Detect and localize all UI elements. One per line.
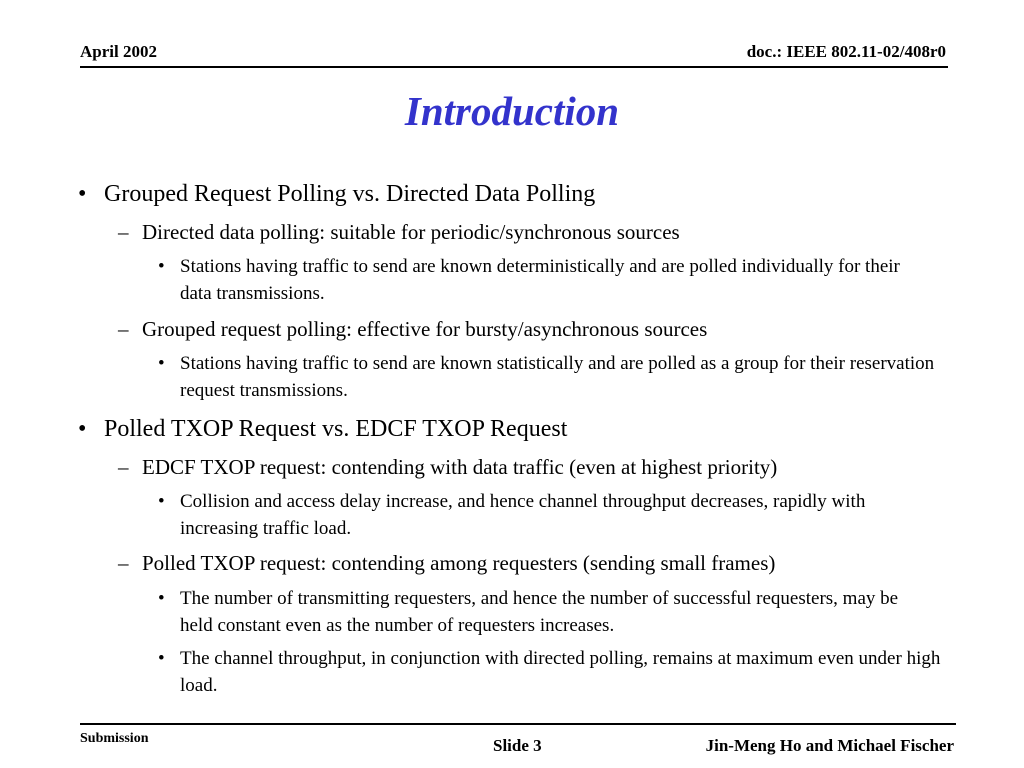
- dash-icon: –: [118, 317, 129, 341]
- bullet-dot-icon: •: [158, 256, 165, 277]
- header-date: April 2002: [80, 42, 157, 61]
- bullet-dot-icon: •: [158, 491, 165, 512]
- detail-bullet-text: Stations having traffic to send are known deterministically and are polled individually for their data transmissions.: [180, 256, 900, 304]
- slide-title: Introduction: [404, 88, 620, 134]
- header-doc-id: doc.: IEEE 802.11-02/408r0: [746, 42, 946, 61]
- detail-bullet-text: Collision and access delay increase, and hence channel throughput decreases, rapidly with increasing traffic load.: [180, 491, 866, 539]
- bullet-dot-icon: •: [158, 353, 165, 374]
- dash-icon: –: [118, 220, 129, 244]
- footer-slide-number: Slide 3: [493, 736, 542, 755]
- detail-bullet-text: The channel throughput, in conjunction with directed polling, remains at maximum even under high load.: [180, 648, 941, 696]
- sub-bullet-text: EDCF TXOP request: contending with data traffic (even at highest priority): [142, 455, 778, 479]
- bullet-dot-icon: •: [158, 648, 165, 669]
- detail-bullet-item: [158, 645, 948, 699]
- detail-bullet-text: Stations having traffic to send are known statistically and are polled as a group for their reservation request transmissions.: [180, 353, 935, 401]
- footer-submission: Submission: [80, 731, 149, 746]
- bullet-dot-icon: •: [158, 588, 165, 609]
- header-divider: [80, 66, 948, 68]
- detail-bullet-item: [158, 253, 928, 307]
- detail-bullet-item: [158, 585, 918, 639]
- bullet-text: Polled TXOP Request vs. EDCF TXOP Request: [104, 416, 568, 442]
- sub-bullet-text: Polled TXOP request: contending among requesters (sending small frames): [142, 551, 776, 575]
- sub-bullet-text: Grouped request polling: effective for bursty/asynchronous sources: [142, 317, 708, 341]
- footer-authors: Jin-Meng Ho and Michael Fischer: [705, 736, 954, 755]
- footer-divider: [80, 723, 956, 725]
- detail-bullet-item: [158, 488, 918, 542]
- detail-bullet-text: The number of transmitting requesters, and hence the number of successful requesters, may be held constant even as the number of requesters increases.: [180, 588, 899, 636]
- dash-icon: –: [118, 551, 129, 575]
- bullet-dot-icon: •: [78, 181, 87, 207]
- bullet-text: Grouped Request Polling vs. Directed Data Polling: [104, 181, 596, 207]
- detail-bullet-item: [158, 350, 948, 404]
- sub-bullet-text: Directed data polling: suitable for periodic/synchronous sources: [142, 220, 680, 244]
- bullet-dot-icon: •: [78, 416, 87, 442]
- dash-icon: –: [118, 455, 129, 479]
